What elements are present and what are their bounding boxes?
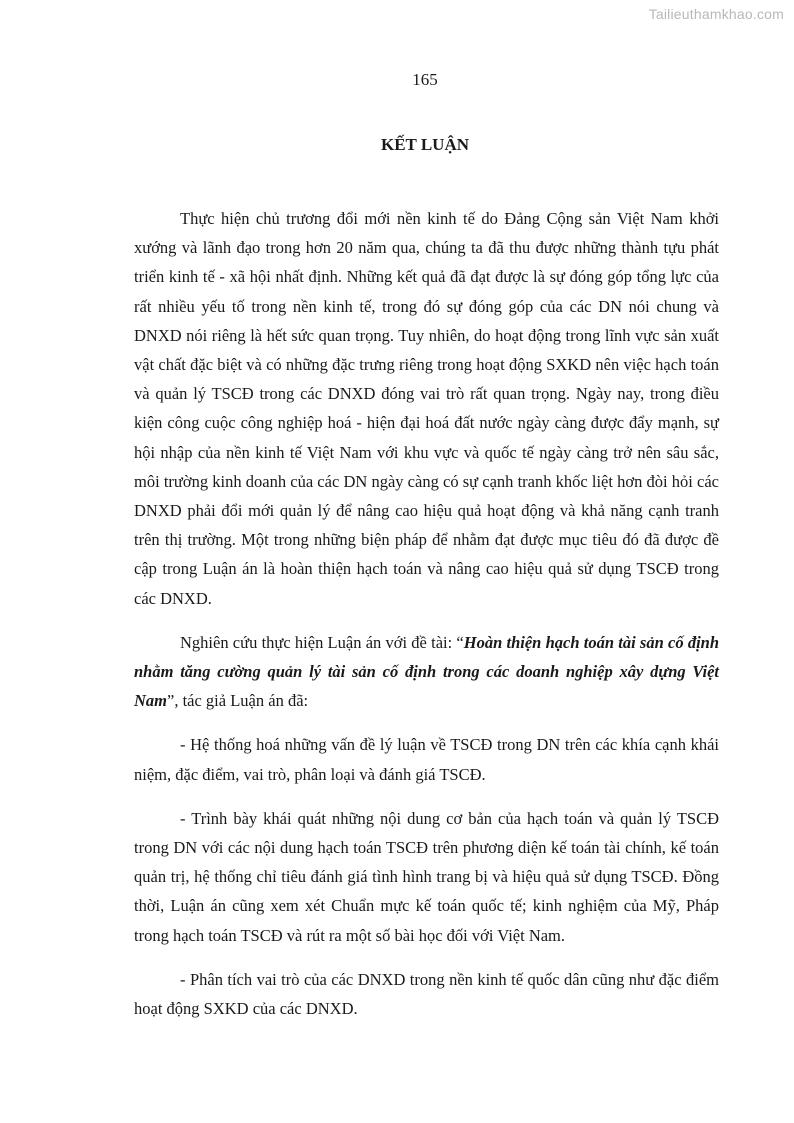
page-number: 165: [412, 70, 438, 89]
paragraph-intro: Thực hiện chủ trương đổi mới nền kinh tế do Đảng Cộng sản Việt Nam khởi xướng và lãnh đạo trong hơn 20 năm qua, chúng ta đã thu được những thành tựu phát triển kinh tế - xã hội nhất định. Những kết quả đã đạt được là sự đóng góp tổng lực của rất nhiều yếu tố trong nền kinh tế, trong đó sự đóng góp của các DN nói chung và DNXD nói riêng là hết sức quan trọng. Tuy nhiên, do hoạt động trong lĩnh vực sản xuất vật chất đặc biệt và có những đặc trưng riêng trong hoạt động SXKD nên việc hạch toán và quản lý TSCĐ trong các DNXD đóng vai trò rất quan trọng. Ngày nay, trong điều kiện công cuộc công nghiệp hoá - hiện đại hoá đất nước ngày càng được đẩy mạnh, sự hội nhập của nền kinh tế Việt Nam với khu vực và quốc tế ngày càng trở nên sâu sắc, môi trường kinh doanh của các DN ngày càng có sự cạnh tranh khốc liệt hơn đòi hỏi các DNXD phải đổi mới quản lý để nâng cao hiệu quả hoạt động và khả năng cạnh tranh trên thị trường. Một trong những biện pháp để nhằm đạt được mục tiêu đó đã được đề cập trong Luận án là hoàn thiện hạch toán và nâng cao hiệu quả sử dụng TSCĐ trong các DNXD.: [134, 209, 719, 608]
paragraph-thesis-topic: [134, 628, 719, 716]
thesis-topic-title: Hoàn thiện hạch toán tài sản cố định nhằm tăng cường quản lý tài sản cố định trong các doanh nghiệp xây dựng Việt Nam: [134, 632, 720, 711]
paragraph-bullet-3: - Phân tích vai trò của các DNXD trong nền kinh tế quốc dân cũng như đặc điểm hoạt động SXKD của các DNXD.: [134, 969, 719, 1019]
body-text: [134, 204, 719, 1038]
thesis-topic-lead: Nghiên cứu thực hiện Luận án với đề tài: “: [180, 632, 464, 652]
paragraph-bullet-2: - Trình bày khái quát những nội dung cơ bản của hạch toán và quản lý TSCĐ trong DN với các nội dung hạch toán TSCĐ trên phương diện kế toán tài chính, kế toán quản trị, hệ thống chỉ tiêu đánh giá tình hình trang bị và hiệu quả sử dụng TSCĐ. Đồng thời, Luận án cũng xem xét Chuẩn mực kế toán quốc tế; kinh nghiệm của Mỹ, Pháp trong hạch toán TSCĐ và rút ra một số bài học đối với Việt Nam.: [134, 808, 719, 945]
paragraph-bullet-1: - Hệ thống hoá những vấn đề lý luận về TSCĐ trong DN trên các khía cạnh khái niệm, đặc điểm, vai trò, phân loại và đánh giá TSCĐ.: [134, 735, 719, 784]
thesis-topic-tail: ”, tác giả Luận án đã:: [167, 691, 309, 711]
watermark: Tailieuthamkhao.com: [648, 6, 784, 22]
page-title: KẾT LUẬN: [380, 135, 469, 154]
